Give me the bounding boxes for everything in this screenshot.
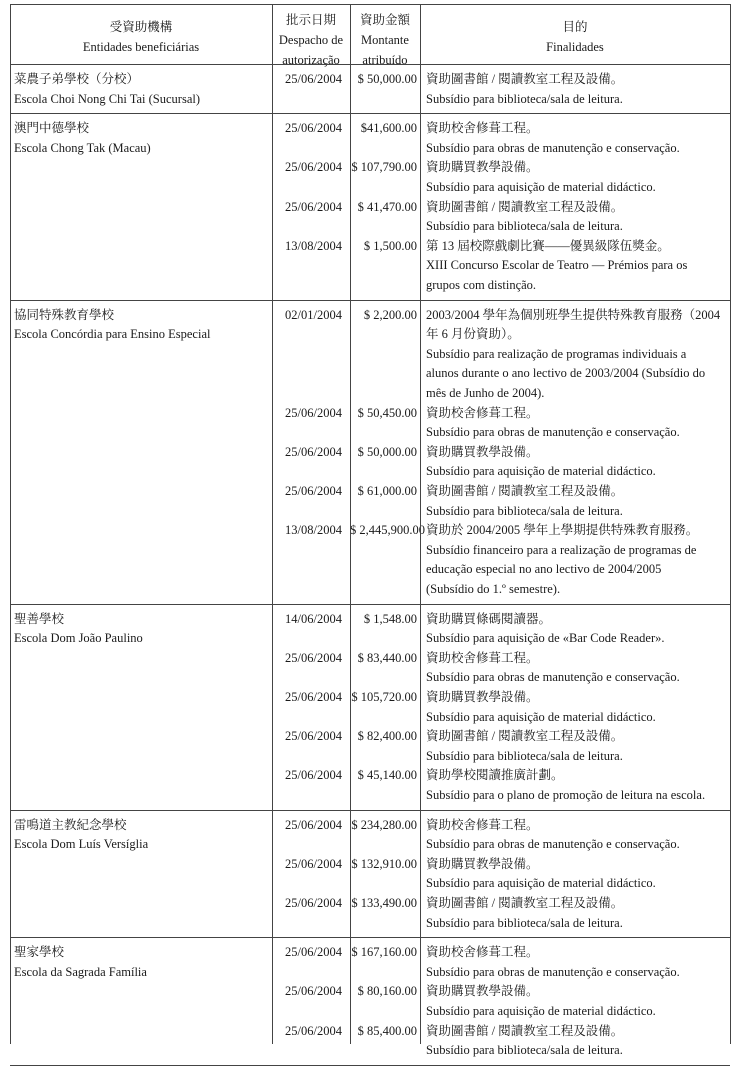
row-rule xyxy=(10,810,730,811)
grant-purpose-line: 資助校舍修葺工程。 xyxy=(426,405,539,420)
grant-purpose-line: 第 13 屆校際戲劇比賽——優異級隊伍獎金。 xyxy=(426,238,670,253)
grant-purpose-line: 資助於 2004/2005 學年上學期提供特殊教育服務。 xyxy=(426,523,699,538)
grant-amount: $ 133,490.00 xyxy=(351,896,417,910)
header-amount xyxy=(350,10,420,70)
row-rule xyxy=(10,937,730,938)
grant-purpose-line: 資助圖書館 / 閱讀教室工程及設備。 xyxy=(426,729,624,744)
grant-purpose-line: 資助校舍修葺工程。 xyxy=(426,121,539,136)
grant-purpose-line: 資助圖書館 / 閱讀教室工程及設備。 xyxy=(426,72,624,86)
header-bottom-rule xyxy=(10,64,730,65)
grants-table xyxy=(10,4,730,1058)
grant-purpose-line: educação especial no ano lectivo de 2004/2005 xyxy=(426,562,662,577)
grant-purpose-line: 資助圖書館 / 閱讀教室工程及設備。 xyxy=(426,896,624,910)
grant-purpose-line: alunos durante o ano lectivo de 2003/2004 (Subsídio do xyxy=(426,366,706,381)
grant-purpose-line: Subsídio para aquisição de material didáctico. xyxy=(426,1004,656,1018)
grant-purpose-line: 資助購買教學設備。 xyxy=(426,856,539,871)
grant-purpose-line: Subsídio para aquisição de «Bar Code Reader». xyxy=(426,631,665,646)
grant-purpose-line: Subsídio para o plano de promoção de leitura na escola. xyxy=(426,788,706,802)
grant-purpose-line: Subsídio para aquisição de material didáctico. xyxy=(426,180,656,194)
row-rule xyxy=(10,113,730,114)
grant-purpose-line: Subsídio para biblioteca/sala de leitura. xyxy=(426,91,623,106)
grant-amount: $ 83,440.00 xyxy=(357,650,417,665)
grant-date: 25/06/2004 xyxy=(285,72,342,86)
grant-date: 25/06/2004 xyxy=(285,729,342,744)
header-date xyxy=(272,10,350,70)
header-entities xyxy=(10,17,272,57)
entity-name-pt: Escola Dom Luís Versíglia xyxy=(14,837,149,852)
entity-name-pt: Escola Dom João Paulino xyxy=(14,631,143,646)
entity-name-zh: 協同特殊教育學校 xyxy=(14,307,115,322)
grant-amount: $ 105,720.00 xyxy=(351,690,417,704)
row-rule xyxy=(10,604,730,605)
grant-date: 25/06/2004 xyxy=(285,896,342,910)
grant-purpose-line: XIII Concurso Escolar de Teatro — Prémios para os xyxy=(426,258,688,273)
entity-name-pt: Escola Chong Tak (Macau) xyxy=(14,140,151,155)
grant-purpose-line: 資助圖書館 / 閱讀教室工程及設備。 xyxy=(426,1023,624,1038)
grant-date: 25/06/2004 xyxy=(285,768,342,783)
grant-date: 13/08/2004 xyxy=(285,238,342,253)
grant-purpose-line: 資助圖書館 / 閱讀教室工程及設備。 xyxy=(426,484,624,498)
grant-date: 25/06/2004 xyxy=(285,650,342,665)
grant-purpose-line: Subsídio para biblioteca/sala de leitura. xyxy=(426,219,623,234)
header-purpose xyxy=(420,17,730,57)
grant-date: 25/06/2004 xyxy=(285,405,342,420)
grant-purpose-line: Subsídio para obras de manutenção e conservação. xyxy=(426,964,680,979)
grant-purpose-line: 2003/2004 學年為個別班學生提供特殊教育服務（2004 xyxy=(426,307,721,322)
grant-date: 25/06/2004 xyxy=(285,199,342,214)
grant-date: 25/06/2004 xyxy=(285,1023,342,1038)
grant-purpose-line: Subsídio para realização de programas individuais a xyxy=(426,346,687,361)
grant-amount: $ 234,280.00 xyxy=(351,817,417,832)
grant-purpose-line: 資助購買教學設備。 xyxy=(426,444,539,459)
grant-date: 02/01/2004 xyxy=(285,307,342,322)
grant-date: 14/06/2004 xyxy=(285,611,342,626)
grant-purpose-line: grupos com distinção. xyxy=(426,278,537,292)
grant-purpose-line: 資助購買教學設備。 xyxy=(426,160,539,175)
grant-amount: $ 50,000.00 xyxy=(357,444,417,459)
grant-amount: $ 80,160.00 xyxy=(357,984,417,999)
entity-name-pt: Escola da Sagrada Família xyxy=(14,964,147,979)
grant-purpose-line: mês de Junho de 2004). xyxy=(426,386,545,400)
entity-name-zh: 聖善學校 xyxy=(14,611,65,626)
column-rule-4 xyxy=(730,4,731,1044)
entity-name-pt: Escola Concórdia para Ensino Especial xyxy=(14,327,211,342)
header-date-zh: 批示日期 xyxy=(285,13,336,27)
header-date-pt1: Despacho de xyxy=(278,33,344,47)
header-entities-pt: Entidades beneficiárias xyxy=(82,40,200,54)
grant-amount: $ 107,790.00 xyxy=(351,160,417,175)
grant-amount: $ 45,140.00 xyxy=(357,768,417,783)
grant-purpose-line: 資助校舍修葺工程。 xyxy=(426,650,539,665)
header-date-pt2: autorização xyxy=(282,53,340,67)
grant-purpose-line: Subsídio para biblioteca/sala de leitura. xyxy=(426,503,623,518)
grant-amount: $ 82,400.00 xyxy=(357,729,417,744)
grant-purpose-line: Subsídio para aquisição de material didáctico. xyxy=(426,464,656,479)
column-rule-0 xyxy=(10,4,11,1044)
grant-purpose-line: Subsídio para biblioteca/sala de leitura. xyxy=(426,1043,623,1058)
grant-date: 25/06/2004 xyxy=(285,160,342,175)
grant-purpose-line: 資助購買教學設備。 xyxy=(426,690,539,704)
header-amount-pt2: atribuído xyxy=(362,53,408,67)
grant-amount: $ 2,200.00 xyxy=(363,307,417,322)
grant-date: 25/06/2004 xyxy=(285,444,342,459)
grant-amount: $ 41,470.00 xyxy=(357,199,417,214)
entity-name-zh: 聖家學校 xyxy=(14,945,65,960)
entity-name-zh: 澳門中德學校 xyxy=(14,121,90,136)
grant-purpose-line: 資助購買條碼閱讀器。 xyxy=(426,611,552,626)
grant-purpose-line: Subsídio para obras de manutenção e conservação. xyxy=(426,837,680,852)
grant-amount: $ 85,400.00 xyxy=(357,1023,417,1038)
column-rule-1 xyxy=(272,4,273,1044)
row-rule xyxy=(10,300,730,301)
grant-amount: $ 132,910.00 xyxy=(351,856,417,871)
grant-purpose-line: Subsídio financeiro para a realização de programas de xyxy=(426,542,697,557)
table-top-rule xyxy=(10,4,730,5)
grant-purpose-line: Subsídio para biblioteca/sala de leitura. xyxy=(426,915,623,930)
grant-purpose-line: Subsídio para aquisição de material didáctico. xyxy=(426,709,656,724)
column-rule-2 xyxy=(350,4,351,1044)
grant-purpose-line: 資助圖書館 / 閱讀教室工程及設備。 xyxy=(426,199,624,214)
grant-date: 25/06/2004 xyxy=(285,817,342,832)
grant-date: 25/06/2004 xyxy=(285,945,342,960)
header-amount-zh: 資助金額 xyxy=(359,13,410,27)
grant-amount: $ 167,160.00 xyxy=(351,945,417,960)
grant-purpose-line: 資助校舍修葺工程。 xyxy=(426,945,539,960)
grant-purpose-line: 年 6 月份資助）。 xyxy=(426,327,520,342)
grant-purpose-line: Subsídio para biblioteca/sala de leitura. xyxy=(426,748,623,763)
grant-amount: $ 50,000.00 xyxy=(357,72,417,86)
grant-amount: $41,600.00 xyxy=(360,121,417,136)
grant-amount: $ 2,445,900.00 xyxy=(350,523,425,538)
grant-purpose-line: 資助學校閱讀推廣計劃。 xyxy=(426,768,564,783)
grant-amount: $ 61,000.00 xyxy=(357,484,417,498)
grant-purpose-line: 資助購買教學設備。 xyxy=(426,984,539,999)
grant-purpose-line: Subsídio para obras de manutenção e conservação. xyxy=(426,670,680,685)
column-rule-3 xyxy=(420,4,421,1044)
header-purpose-pt: Finalidades xyxy=(546,40,604,54)
grant-purpose-line: Subsídio para obras de manutenção e conservação. xyxy=(426,425,680,440)
grant-purpose-line: Subsídio para obras de manutenção e conservação. xyxy=(426,140,680,155)
grant-date: 25/06/2004 xyxy=(285,690,342,704)
grant-purpose-line: Subsídio para aquisição de material didáctico. xyxy=(426,876,656,891)
grant-date: 25/06/2004 xyxy=(285,856,342,871)
entity-name-zh: 菜農子弟學校（分校） xyxy=(14,72,140,86)
header-entities-zh: 受資助機構 xyxy=(109,20,173,34)
entity-name-pt: Escola Choi Nong Chi Tai (Sucursal) xyxy=(14,91,201,106)
grant-date: 25/06/2004 xyxy=(285,121,342,136)
grant-purpose-line: 資助校舍修葺工程。 xyxy=(426,817,539,832)
grant-amount: $ 1,500.00 xyxy=(363,238,417,253)
grant-amount: $ 1,548.00 xyxy=(363,611,417,626)
grant-purpose-line: (Subsídio do 1.º semestre). xyxy=(426,582,561,596)
entity-name-zh: 雷鳴道主教紀念學校 xyxy=(14,817,127,832)
grant-date: 25/06/2004 xyxy=(285,484,342,498)
header-amount-pt1: Montante xyxy=(361,33,409,47)
grant-amount: $ 50,450.00 xyxy=(357,405,417,420)
grant-date: 25/06/2004 xyxy=(285,984,342,999)
header-purpose-zh: 目的 xyxy=(562,20,588,34)
grant-date: 13/08/2004 xyxy=(285,523,342,538)
